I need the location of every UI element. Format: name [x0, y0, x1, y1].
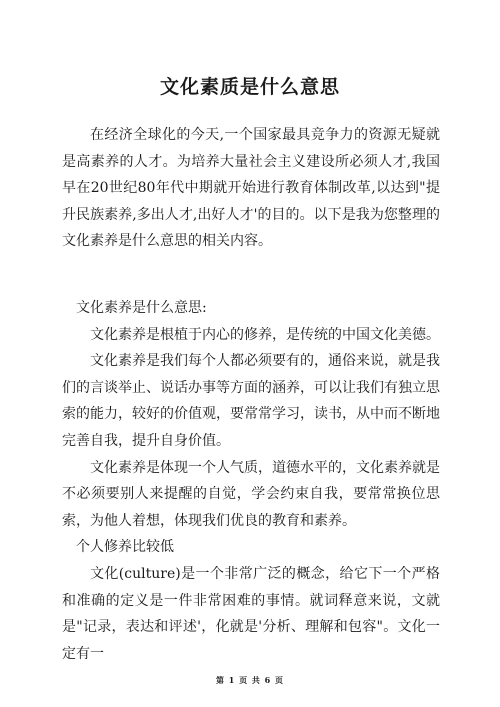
body-paragraph: 文化素养是根植于内心的修养，是传统的中国文化美德。: [90, 326, 440, 343]
section-spacer: [62, 255, 440, 295]
body-paragraph: 文化素养是我们每个人都必须要有的，通俗来说，就是我们的言谈举止、说话办事等方面的涵养，可以让我们有独立思索的能力，较好的价值观，要常常学习，读书，从中而不断地完善自我，提升自身价值。: [62, 353, 440, 449]
body-paragraph: 文化(culture)是一个非常广泛的概念，给它下一个严格和准确的定义是一件非常困难的事情。就词释意来说，文就是"记录，表达和评述'，化就是'分析、理解和包容"。文化一定有一: [62, 565, 440, 662]
body-paragraph: 文化素养是体现一个人气质，道德水平的，文化素养就是不必须要别人来提醒的自觉，学会约束自我，要常常换位思索，为他人着想，体现我们优良的教育和素养。: [62, 459, 440, 529]
document-body: [62, 122, 440, 667]
section-heading: 文化素养是什么意思:: [76, 299, 207, 316]
page-title: 文化素质是什么意思: [159, 76, 340, 98]
page-footer: 第 1 页 共 6 页: [215, 675, 285, 685]
sub-heading: 个人修养比较低: [76, 539, 174, 556]
intro-paragraph: 在经济全球化的今天,一个国家最具竞争力的资源无疑就是高素养的人才。为培养大量社会主义建设所必须人才,我国早在20世纪80年代中期就开始进行教育体制改革,以达到"提升民族素养,多出人才,出好人才'的目的。以下是我为您整理的文化素养是什么意思的相关内容。: [62, 127, 440, 250]
